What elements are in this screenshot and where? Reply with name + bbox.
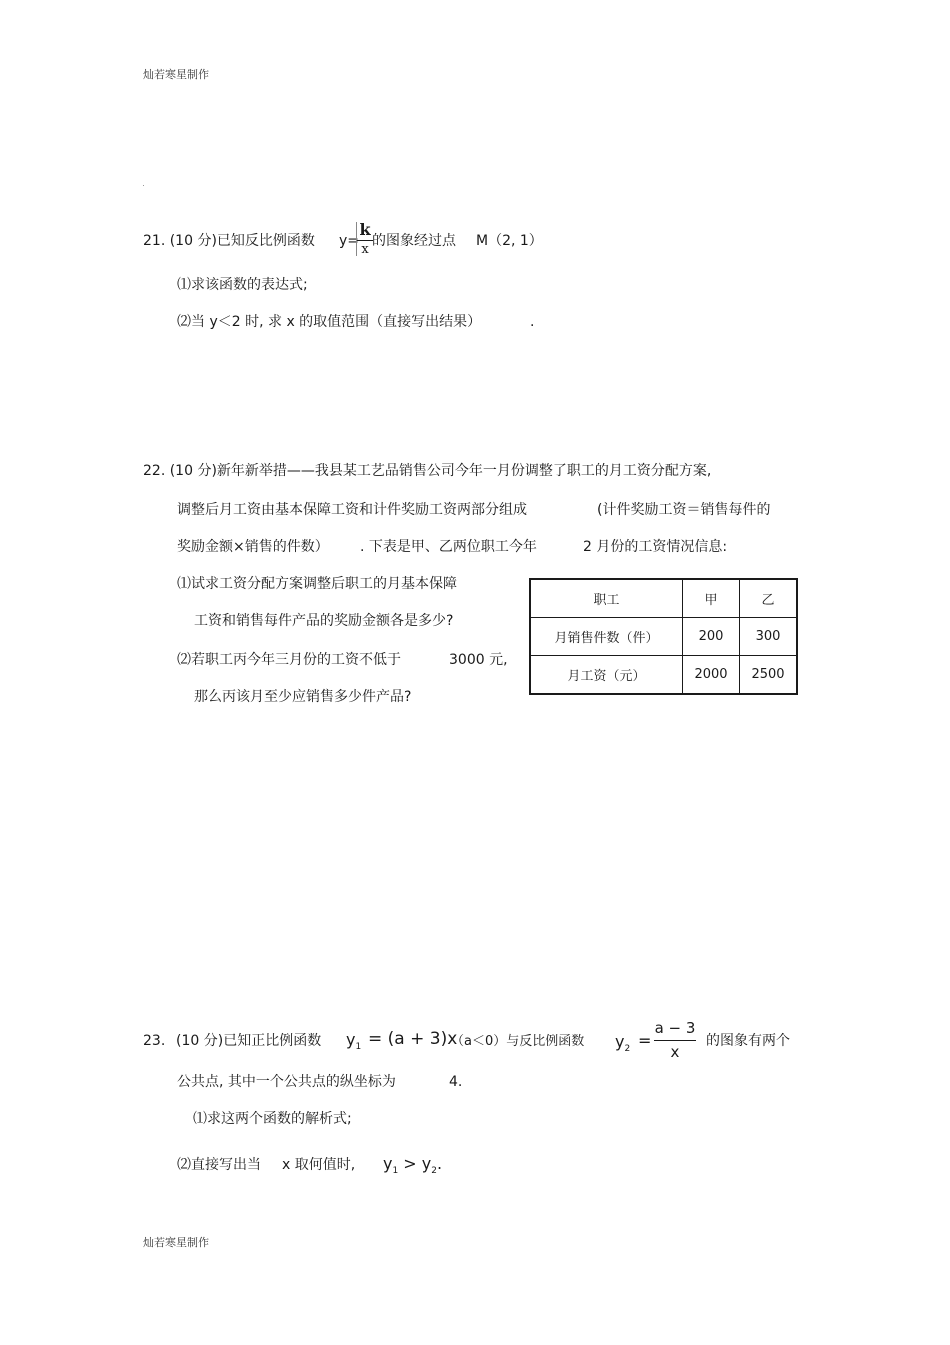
q22-line3-c: 2 月份的工资情况信息: — [583, 539, 728, 555]
q21-y-eq: y= — [339, 233, 360, 249]
ineq-end: . — [436, 1154, 443, 1173]
q21-lead: 21. (10 分)已知反比例函数 — [143, 233, 315, 249]
q21-frac-num: k — [359, 220, 371, 239]
ineq-y2-sub: 2 — [431, 1166, 437, 1176]
q21-frac-den: x — [361, 242, 369, 257]
q23-y1-sub: 1 — [355, 1042, 362, 1052]
q23-frac-num: a − 3 — [654, 1019, 696, 1037]
q22-part2-num: 3000 元, — [449, 652, 508, 668]
q23-number: 23. — [143, 1033, 166, 1049]
q22-part1-a: ⑴试求工资分配方案调整后职工的月基本保障 — [177, 576, 457, 592]
ineq-y1: y — [383, 1154, 393, 1173]
q23-inequality — [383, 1154, 443, 1176]
q22-line3-a: 奖励金额×销售的件数） — [177, 539, 329, 555]
page-header: 灿若寒星制作 — [143, 68, 209, 81]
q21-part2: ⑵当 y＜2 时, 求 x 的取值范围（直接写出结果） — [177, 314, 482, 330]
q23-eq2: = — [638, 1031, 652, 1050]
page-footer: 灿若寒星制作 — [143, 1236, 209, 1249]
table-cell: 200 — [683, 618, 740, 656]
q22-line1: 22. (10 分)新年新举措——我县某工艺品销售公司今年一月份调整了职工的月工资分配方案, — [143, 463, 712, 479]
q23-frac-bar — [654, 1040, 696, 1041]
q23-part2-b: x 取何值时, — [282, 1157, 356, 1173]
q23-lead: (10 分)已知正比例函数 — [176, 1033, 322, 1049]
q23-y2-sub: 2 — [624, 1044, 631, 1054]
table-row — [530, 618, 797, 656]
q23-line2-a: 公共点, 其中一个公共点的纵坐标为 — [177, 1074, 396, 1090]
q22-part2-a: ⑵若职工丙今年三月份的工资不低于 — [177, 652, 401, 668]
table-header-cell: 职工 — [530, 579, 683, 618]
q22-line2-a: 调整后月工资由基本保障工资和计件奖励工资两部分组成 — [177, 502, 527, 518]
table-row — [530, 656, 797, 695]
q21-frac-bar — [357, 240, 373, 241]
q21-after: 的图象经过点 — [372, 233, 456, 249]
table-cell: 2000 — [683, 656, 740, 695]
q22-part1-b: 工资和销售每件产品的奖励金额各是多少? — [194, 613, 454, 629]
q23-after: 的图象有两个 — [706, 1033, 790, 1049]
table-cell: 月工资（元） — [530, 656, 683, 695]
table-cell: 月销售件数（件） — [530, 618, 683, 656]
q23-fraction — [654, 1021, 696, 1060]
table-cell: 2500 — [740, 656, 798, 695]
table-cell: 300 — [740, 618, 798, 656]
ineq-gt: > — [398, 1154, 422, 1173]
q21-fraction — [356, 222, 373, 256]
q21-part2-end: . — [530, 314, 535, 330]
ineq-y2: y — [421, 1154, 432, 1173]
q22-part2-b: 那么丙该月至少应销售多少件产品? — [194, 689, 412, 705]
stray-dot — [143, 185, 144, 186]
q21-point: M（2, 1） — [476, 233, 543, 249]
wage-table — [529, 578, 798, 695]
q23-y1-letter: y — [346, 1030, 356, 1049]
ineq-y1-sub: 1 — [392, 1166, 399, 1176]
table-header-cell: 乙 — [740, 579, 798, 618]
q23-y1 — [346, 1030, 362, 1052]
table-header-row — [530, 579, 797, 618]
q23-frac-den: x — [670, 1043, 680, 1061]
q23-part1: ⑴求这两个函数的解析式; — [193, 1111, 352, 1127]
q22-line2-b: (计件奖励工资＝销售每件的 — [597, 502, 771, 518]
q21-part1: ⑴求该函数的表达式; — [177, 277, 308, 293]
q22-line3-b: . 下表是甲、乙两位职工今年 — [360, 539, 537, 555]
q23-line2-b: 4. — [449, 1074, 463, 1090]
q23-y2-letter: y — [615, 1032, 625, 1051]
q23-expr1: = (a + 3)x — [368, 1029, 458, 1049]
table-header-cell: 甲 — [683, 579, 740, 618]
q23-part2-a: ⑵直接写出当 — [177, 1157, 261, 1173]
q23-condition: （a＜0）与反比例函数 — [451, 1034, 585, 1049]
q23-y2 — [615, 1032, 631, 1054]
